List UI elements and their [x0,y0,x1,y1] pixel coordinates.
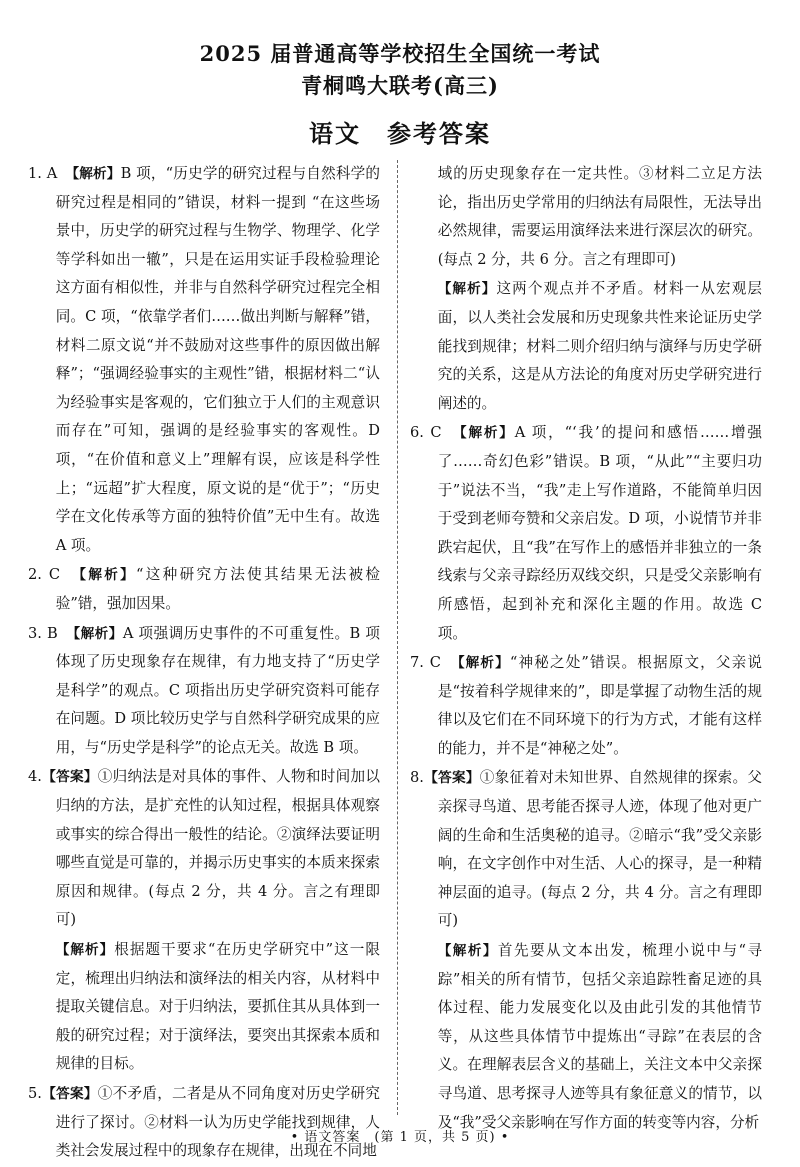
answer-item-4 [28,763,380,935]
item-text: ①象征着对未知世界、自然规律的探索。父亲探寻鸟道、思考能否探寻人迹，体现了他对更广阔的生命和生活奥秘的追寻。②暗示“我”受父亲影响，在文字创作中对生活、人心的探寻，是一种精神层面的追寻。(每点 2 分，共 4 分。言之有理即可) [437,769,762,930]
analysis-tag: 【解析】 [437,943,498,960]
analysis-tag: 【解析】 [459,425,515,442]
column-divider [397,160,398,1115]
analysis-tag: 【解析】 [55,942,115,959]
page-title: 语文 参考答案 [309,119,491,148]
answer-tag: 【答案】 [41,1086,98,1102]
answer-item-5-analysis [410,275,762,418]
exam-title: 2025 届普通高等学校招生全国统一考试 [199,41,601,66]
item-number: 7. C [410,654,458,672]
item-text: “这种研究方法使其结果无法被检验”错，强加因果。 [55,566,380,612]
answer-item-5-continued [410,160,762,274]
analysis-tag: 【解析】 [72,166,121,182]
item-number: 1. A [28,165,73,182]
page-footer: • 语文答案 (第 1 页，共 5 页) • [290,1130,510,1145]
answer-tag: 【答案】 [423,770,480,787]
item-text: 首先要从文本出发，梳理小说中与“寻踪”相关的所有情节，包括父亲追踪牲畜足迹的具体过程、能力发展变化以及由此引发的其他情节等，从这些具体情节中提炼出“寻踪”在表层的含义。在理解表层含义的基础上，关注文本中父亲探寻鸟道、思考探寻人迹等具有象征意义的情节，以及“我”受父亲影响在写作方面的转变等内容，分析 [437,942,763,1131]
item-number: 4. [28,768,42,786]
item-text: A 项强调历史事件的不可重复性。B 项体现了历史现象存在规律，有力地支持了“历史学是科学”的观点。C 项指出历史学研究资料可能存在问题。D 项比较历史学与自然科学研究成果的应用，与“历史学是科学”的论点无关。故选 B 项。 [55,624,380,756]
answer-item-7 [410,649,762,763]
answer-item-1 [28,160,380,560]
item-number: 6. C [410,424,460,442]
answer-item-6 [410,419,762,648]
analysis-tag: 【解析】 [437,281,497,298]
item-number: 5. [28,1085,42,1102]
exam-subtitle: 青桐鸣大联考(高三) [301,73,499,98]
analysis-tag: 【解析】 [457,655,510,672]
answer-item-5 [28,1080,380,1166]
item-text: 根据题干要求“在历史学研究中”这一限定，梳理出归纳法和演绎法的相关内容，从材料中提取关键信息。对于归纳法，要抓住其从具体到一般的研究过程；对于演绎法，要突出其探索本质和规律的目标。 [55,941,380,1073]
item-text: 这两个观点并不矛盾。材料一从宏观层面，以人类社会发展和历史现象共性来论证历史学能找到规律；材料二则介绍归纳与演绎与历史学研究的关系，这是从方法论的角度对历史学研究进行阐述的。 [437,280,762,412]
item-text: A 项，“‘我’的提问和感悟……增强了……奇幻色彩”错误。B 项，“从此”“主要归功于”说法不当，“我”走上写作道路，不能简单归因于受到老师夸赞和父亲启发。D 项，小说情节并非跌宕起伏，且“我”在写作上的感悟并非独立的一条线索与父亲寻踪经历双线交织，只是受父亲影响有所感悟，起到补充和深化主题的作用。故选 C 项。 [437,424,763,642]
item-text: ①归纳法是对具体的事件、人物和时间加以归纳的方法，是扩充性的认知过程，根据具体观察或事实的综合得出一般性的结论。②演绎法要证明哪些直觉是可靠的，并揭示历史事实的本质来探索原因和规律。(每点 2 分，共 4 分。言之有理即可) [55,768,380,929]
right-column [410,160,762,1138]
answer-item-2 [28,561,380,618]
answer-item-8 [410,764,762,936]
answer-tag: 【答案】 [41,769,98,786]
item-number: 3. B [28,624,74,642]
analysis-tag: 【解析】 [79,567,137,584]
answer-item-3 [28,620,380,763]
item-text: “神秘之处”错误。根据原文，父亲说是“按着科学规律来的”，即是掌握了动物生活的规律以及它们在不同环境下的行为方式，才能有这样的能力，并不是“神秘之处”。 [437,654,762,757]
answer-item-4-analysis [28,936,380,1079]
item-text: 域的历史现象存在一定共性。③材料二立足方法论，指出历史学常用的归纳法有局限性，无法导出必然规律，需要运用演绎法来进行深层次的研究。(每点 2 分，共 6 分。言之有理即可) [437,165,762,268]
item-text: ①不矛盾，二者是从不同角度对历史学研究进行了探讨。②材料一认为历史学能找到规律，人类社会发展过程中的现象存在规律，出现在不同地 [55,1085,380,1160]
answer-item-8-analysis [410,937,762,1137]
analysis-tag: 【解析】 [73,625,123,642]
left-column [28,160,380,1167]
item-number: 2. C [28,566,80,584]
item-text: B 项，“历史学的研究过程与自然科学的研究过程是相同的”错误，材料一提到 “在这些场景中，历史学的研究过程与生物学、物理学、化学等学科如出一辙”，只是在运用实证手段检验理论这方面有相似性，并非与自然科学研究过程完全相同。C 项，“依靠学者们……做出判断与解释”错，材料二原文说“并不鼓励对这些事件的原因做出解释”；“强调经验事实的主观性”错，根据材料二“认为经验事实是客观的，它们独立于人们的主观意识而存在”可知，强调的是经验事实的客观性。D 项，“在价值和意义上”理解有误，应该是科学性上；“远超”扩大程度，原文说的是“优于”；“历史学在文化传承等方面的独特价值”无中生有。故选 A 项。 [55,165,380,554]
item-number: 8. [410,769,424,787]
